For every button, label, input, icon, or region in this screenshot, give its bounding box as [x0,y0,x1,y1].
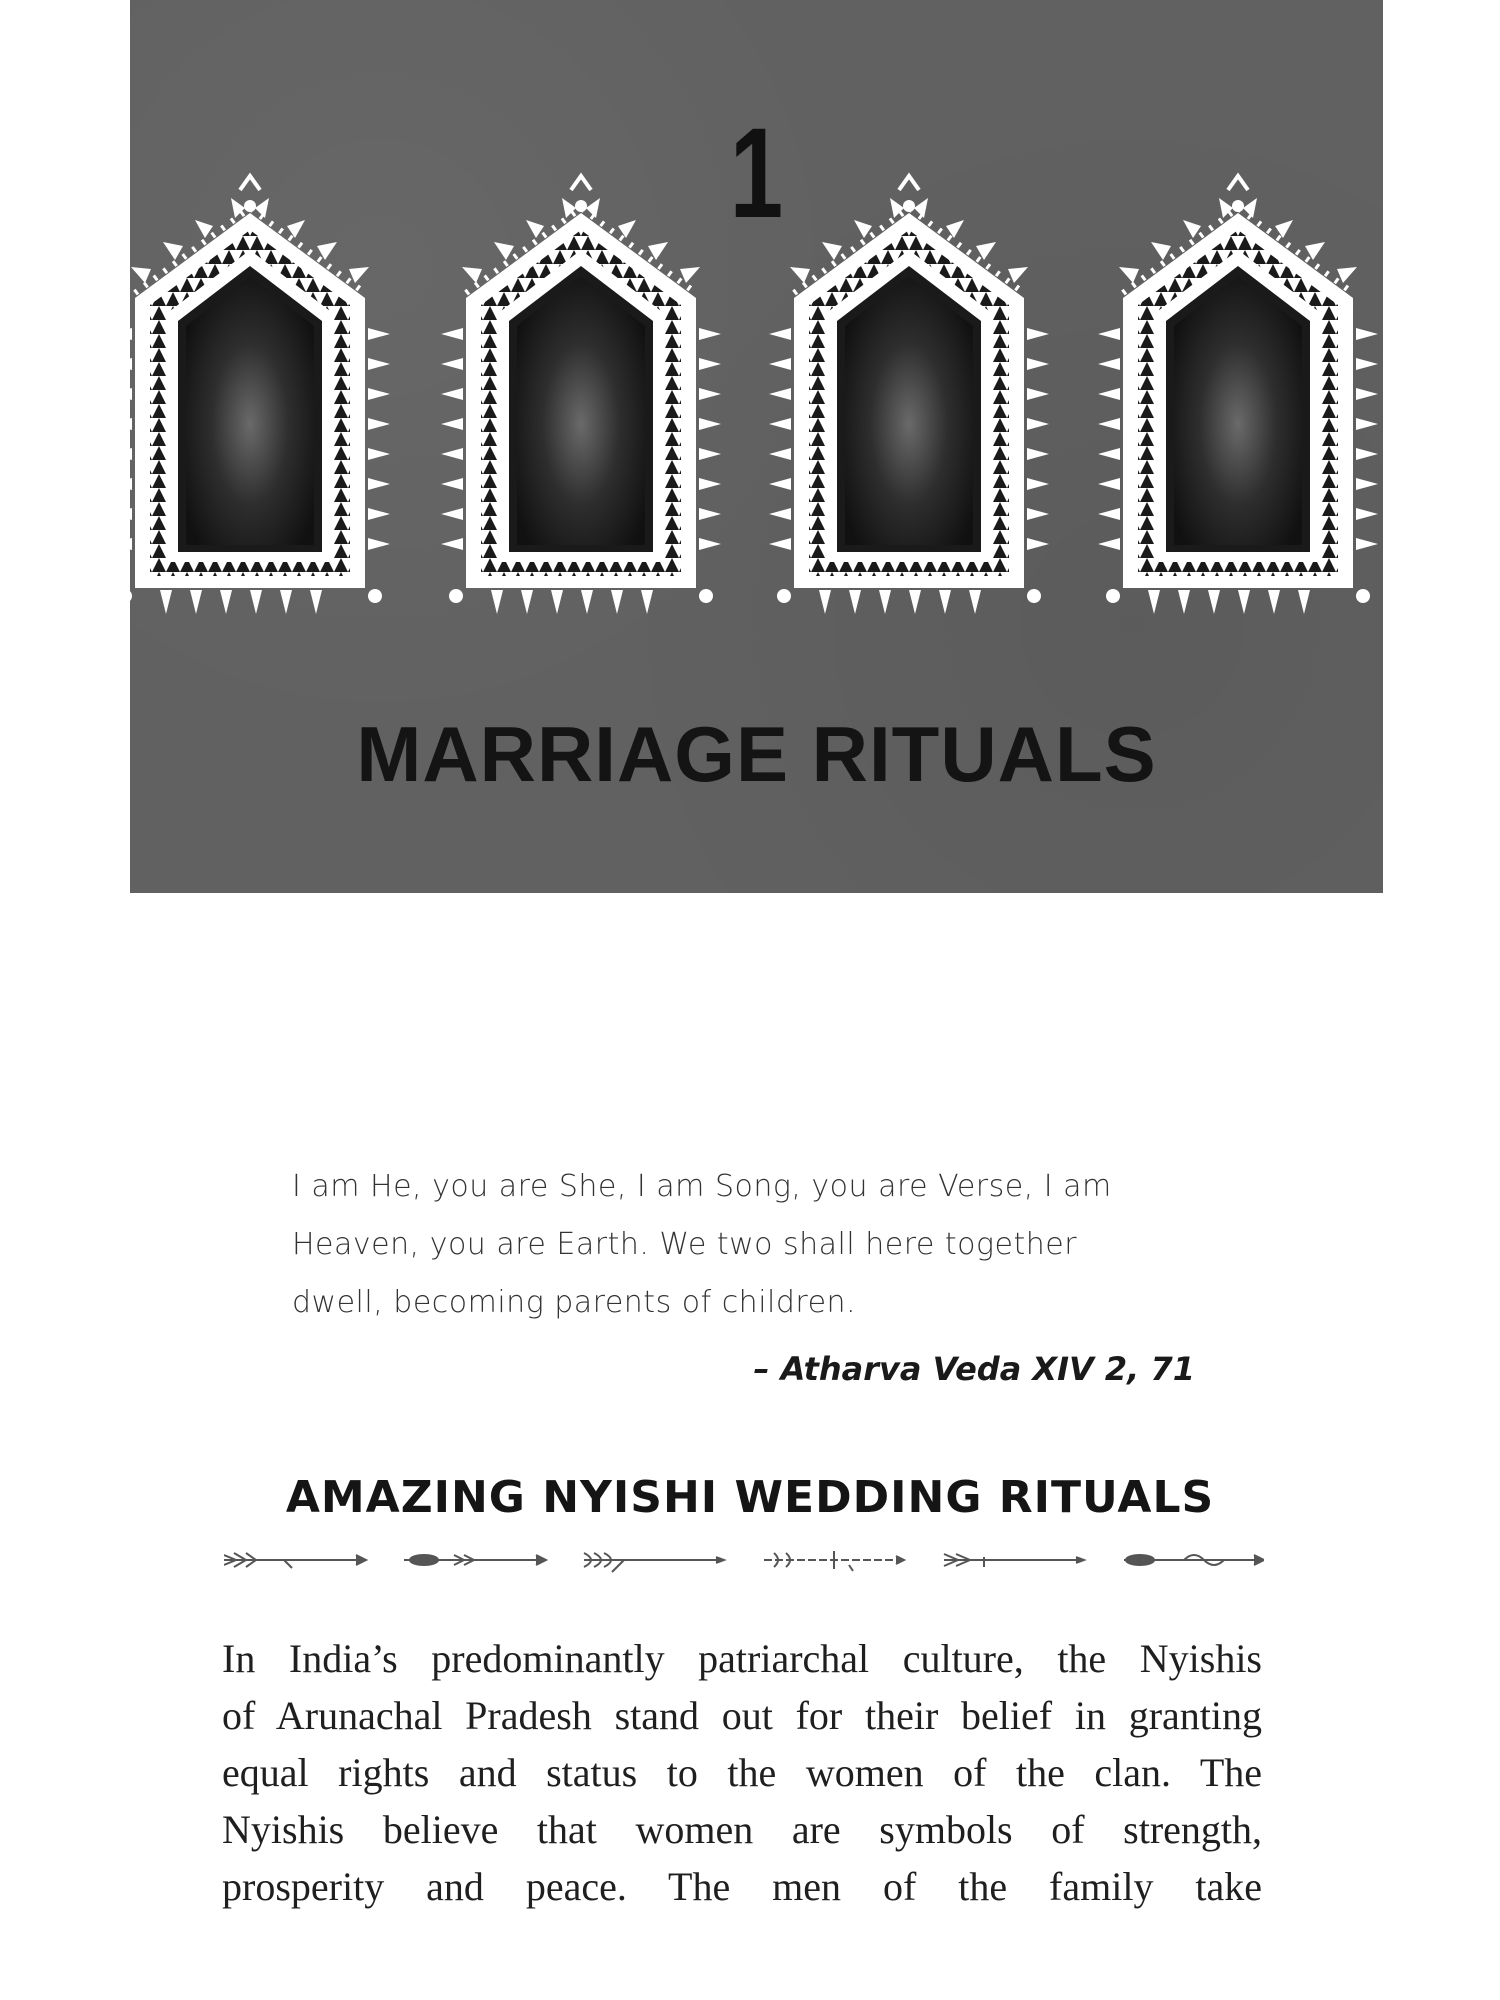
section-heading: AMAZING NYISHI WEDDING RITUALS [285,1472,1215,1523]
body-line: of Arunachal Pradesh stand out for their belief in granting [222,1693,1262,1738]
arrow-ornament-icon [944,1554,1084,1567]
epigraph-line: Heaven, you are Earth. We two shall here together [292,1227,1078,1262]
epigraph-line: dwell, becoming parents of children. [292,1285,857,1320]
chapter-banner [130,0,1383,893]
chapter-title: MARRIAGE RITUALS [356,710,1157,798]
epigraph-attribution: – Atharva Veda XIV 2, 71 [753,1350,1195,1388]
arrow-ornament-icon [1124,1555,1264,1565]
body-line: Nyishis believe that women are symbols of strength, [222,1807,1262,1852]
epigraph-quote [292,1158,1195,1332]
arch-window-icon-2 [441,176,721,614]
arrow-ornament-icon [404,1555,546,1565]
arch-window-icon-1 [130,176,390,614]
arch-window-icon-3 [769,176,1049,614]
arrow-ornament-divider-icon [224,1545,1264,1575]
arrow-ornament-icon [224,1553,366,1568]
body-line: prosperity and peace. The men of the family take [222,1864,1262,1909]
epigraph-line: I am He, you are She, I am Song, you are Verse, I am [292,1169,1112,1204]
body-paragraph [222,1630,1262,1915]
arrow-ornament-icon [764,1551,904,1571]
body-line: In India’s predominantly patriarchal culture, the Nyishis [222,1636,1262,1681]
arrow-ornament-icon [584,1553,724,1572]
body-line: equal rights and status to the women of the clan. The [222,1750,1262,1795]
chapter-number: 1 [729,102,784,245]
arch-window-icon-4 [1098,176,1378,614]
